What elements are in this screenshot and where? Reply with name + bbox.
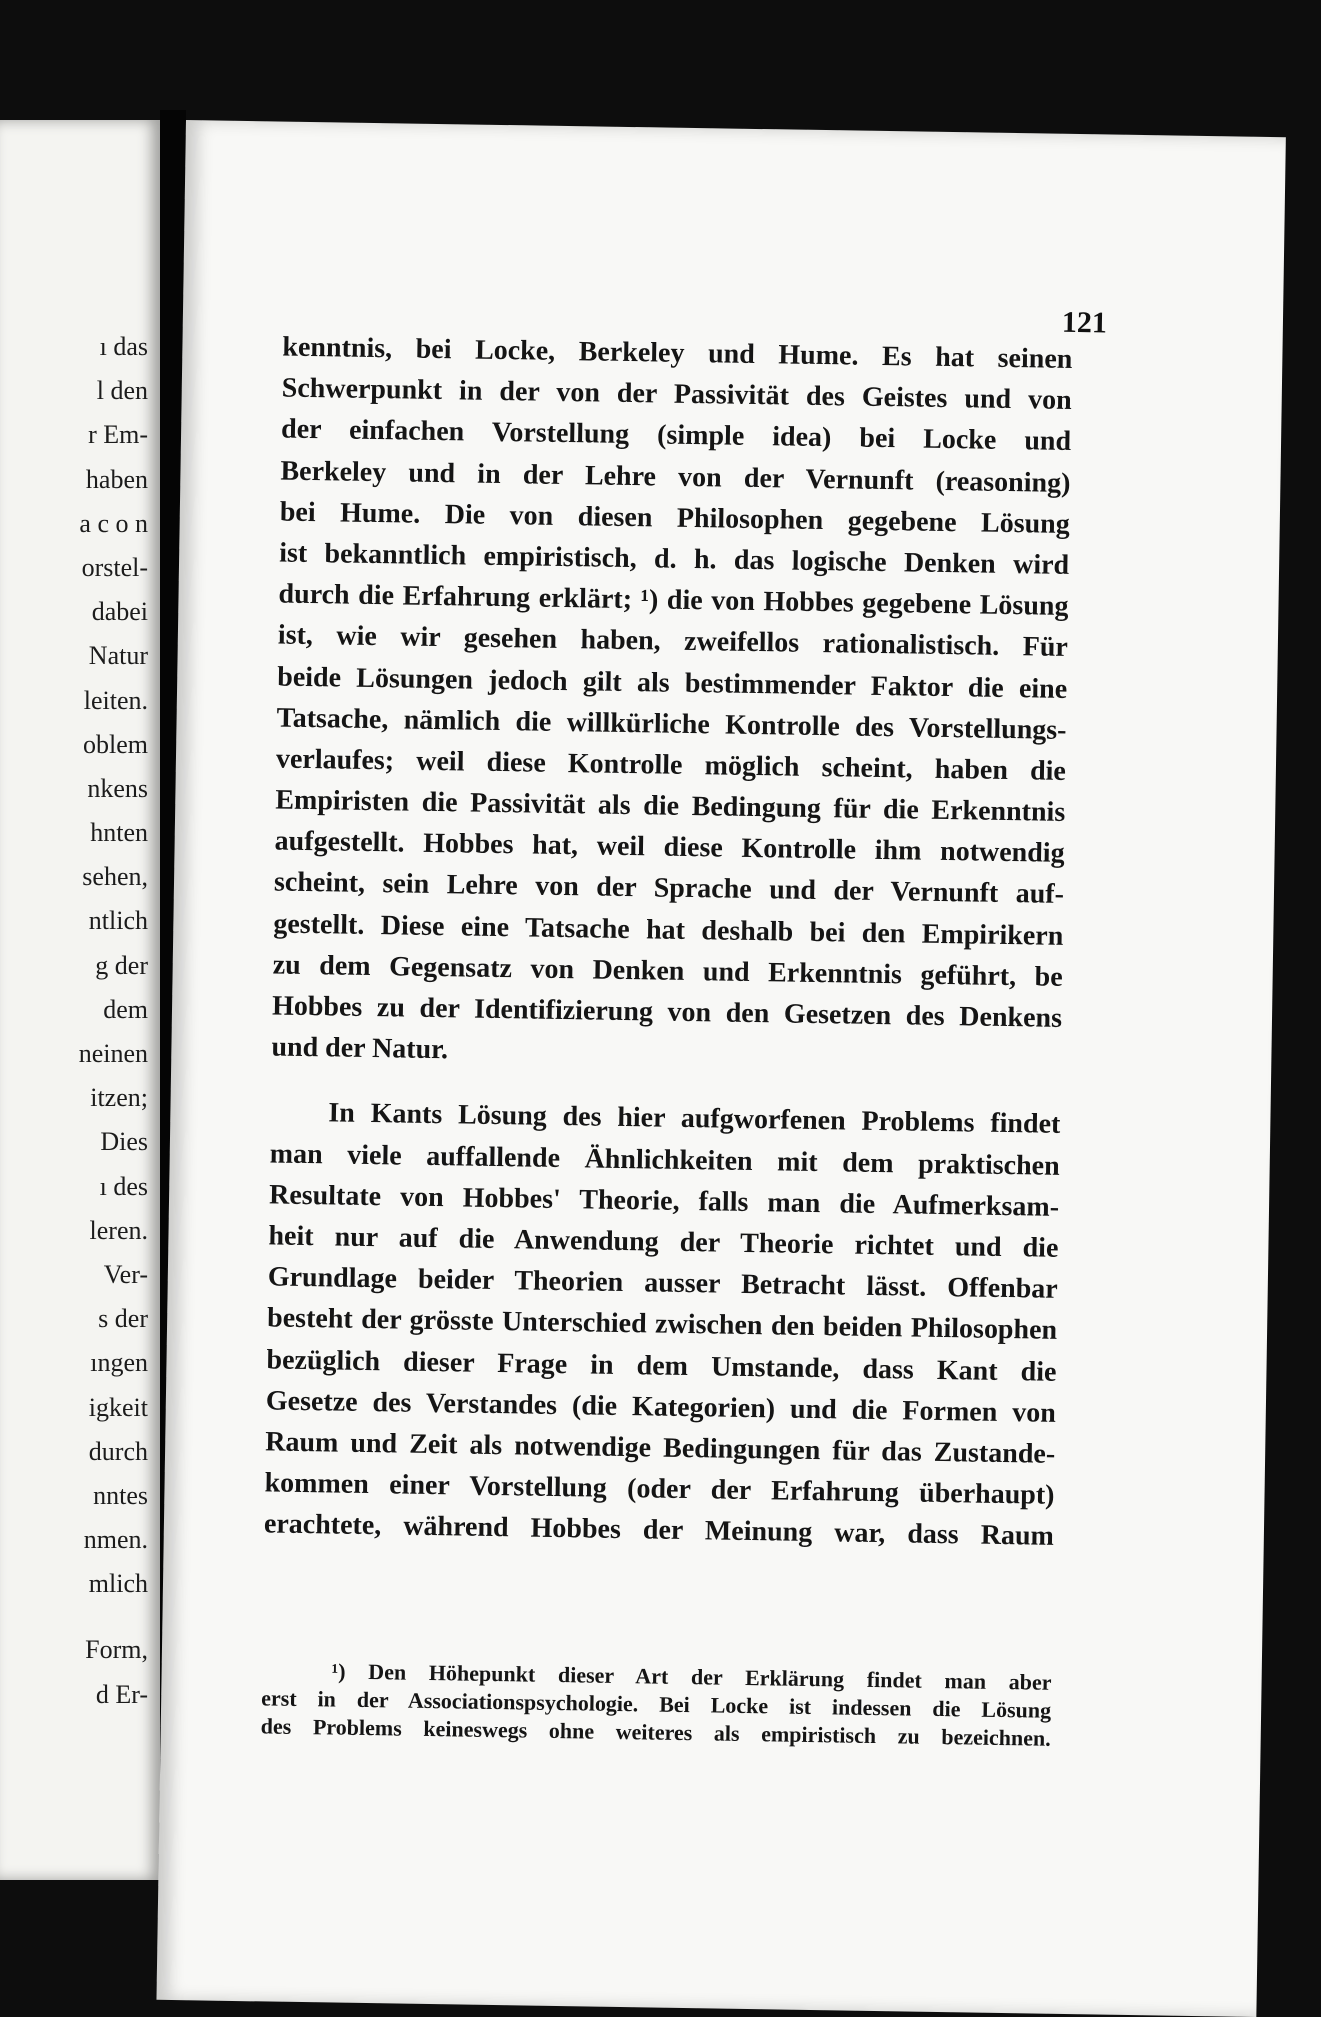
text-line: kenntnis, bei Locke, Berkeley und Hume. Es hat seinen xyxy=(282,331,1073,375)
text-line: Gesetze des Verstandes (die Kategorien) und die Formen von xyxy=(265,1385,1057,1429)
left-text-line: Dies xyxy=(100,1127,148,1157)
left-text-line: nmen. xyxy=(83,1525,148,1555)
left-text-line: orstel- xyxy=(81,552,148,582)
text-line: Empiristen die Passivität als die Bedingung für die Erkenntnis xyxy=(275,784,1066,828)
text-line: Schwerpunkt in der von der Passivität des Geistes und von xyxy=(281,372,1072,417)
text-line: der einfachen Vorstellung (simple idea) bei Locke und xyxy=(280,413,1072,458)
left-text-line: r Em- xyxy=(88,420,148,450)
left-page-text xyxy=(0,325,148,1717)
left-text-line: ı des xyxy=(99,1171,148,1201)
paragraph-1 xyxy=(271,327,1073,1081)
left-text-line: s der xyxy=(98,1304,148,1334)
left-text-line: leren. xyxy=(89,1215,148,1245)
left-text-line: mlich xyxy=(88,1569,148,1599)
left-text-line: oblem xyxy=(83,729,148,759)
left-text-line: sehen, xyxy=(82,862,148,892)
text-line: kommen einer Vorstellung (oder der Erfahrung überhaupt) xyxy=(264,1467,1055,1511)
left-text-line: igkeit xyxy=(88,1392,148,1422)
left-text-line: neinen xyxy=(78,1039,148,1068)
left-text-line: Form, xyxy=(85,1635,148,1665)
left-page-fragment xyxy=(0,120,160,1880)
left-text-line: Ver- xyxy=(103,1259,148,1289)
text-line: verlaufes; weil diese Kontrolle möglich scheint, haben die xyxy=(275,743,1067,787)
left-text-line: a c o n xyxy=(79,508,148,538)
text-line: bezüglich dieser Frage in dem Umstande, dass Kant die xyxy=(266,1343,1057,1388)
text-line: Tatsache, nämlich die willkürliche Kontrolle des Vorstellungs- xyxy=(276,702,1067,746)
text-line: und der Natur. xyxy=(271,1031,449,1066)
right-page xyxy=(156,120,1285,2017)
left-text-line: itzen; xyxy=(90,1083,148,1113)
text-line: besteht der grösste Unterschied zwischen den beiden Philosophen xyxy=(266,1302,1058,1347)
footnote-line: des Problems keineswegs ohne weiteres als empiristisch zu bezeichnen. xyxy=(260,1713,1051,1751)
left-text-line: ıngen xyxy=(90,1348,148,1378)
footnote-line: erst in der Associationspsychologie. Bei Locke ist indessen die Lösung xyxy=(261,1685,1052,1723)
text-line: beide Lösungen jedoch gilt als bestimmender Faktor die eine xyxy=(277,661,1068,705)
text-line: bei Hume. Die von diesen Philosophen gegebene Lösung xyxy=(279,496,1071,540)
left-text-line: Natur xyxy=(88,641,148,671)
footnote xyxy=(261,1656,1052,1752)
left-text-line: dem xyxy=(103,994,148,1024)
left-text-line: hnten xyxy=(90,818,148,848)
left-text-line: durch xyxy=(88,1436,148,1466)
text-line: scheint, sein Lehre von der Sprache und der Vernunft auf- xyxy=(273,866,1065,911)
page-number: 121 xyxy=(1061,305,1108,340)
left-text-line: l den xyxy=(96,376,148,406)
text-line: In Kants Lösung des hier aufgworfenen Problems findet xyxy=(328,1097,1061,1141)
text-line: Berkeley und in der Lehre von der Vernunft (reasoning) xyxy=(280,455,1071,499)
left-text-line: nntes xyxy=(93,1480,148,1510)
text-line: Raum und Zeit als notwendige Bedingungen für das Zustande- xyxy=(265,1426,1056,1470)
text-line: aufgestellt. Hobbes hat, weil diese Kontrolle ihm notwendig xyxy=(274,825,1065,870)
left-text-line: ı das xyxy=(99,332,148,361)
text-line: Grundlage beider Theorien ausser Betracht lässt. Offenbar xyxy=(267,1261,1058,1305)
text-line: zu dem Gegensatz von Denken und Erkenntnis geführt, be xyxy=(272,949,1063,993)
left-text-line: d Er- xyxy=(95,1679,148,1709)
left-text-line: leiten. xyxy=(83,685,148,715)
text-line: erachtete, während Hobbes der Meinung war, dass Raum xyxy=(263,1508,1055,1553)
paragraph-2 xyxy=(264,1092,1061,1557)
text-line: gestellt. Diese eine Tatsache hat deshalb bei den Empirikern xyxy=(273,908,1064,952)
left-text-line: g der xyxy=(95,950,148,980)
text-line: durch die Erfahrung erklärt; ¹) die von Hobbes gegebene Lösung xyxy=(278,578,1069,623)
text-line: Resultate von Hobbes' Theorie, falls man die Aufmerksam- xyxy=(268,1179,1060,1223)
left-text-line: dabei xyxy=(91,597,148,627)
body-text xyxy=(264,327,1073,1558)
left-text-line: ntlich xyxy=(88,906,148,936)
text-line: man viele auffallende Ähnlichkeiten mit dem praktischen xyxy=(269,1138,1060,1182)
left-text-line: haben xyxy=(85,464,148,494)
text-line: ist bekanntlich empiristisch, d. h. das logische Denken wird xyxy=(278,537,1070,581)
left-text-line: nkens xyxy=(87,773,148,803)
text-line: ist, wie wir gesehen haben, zweifellos rationalistisch. Für xyxy=(277,619,1069,664)
text-line: heit nur auf die Anwendung der Theorie richtet und die xyxy=(268,1220,1059,1264)
footnote-line: ¹) Den Höhepunkt dieser Art der Erklärung findet man aber xyxy=(331,1658,1052,1695)
text-line: Hobbes zu der Identifizierung von den Gesetzen des Denkens xyxy=(271,990,1063,1034)
